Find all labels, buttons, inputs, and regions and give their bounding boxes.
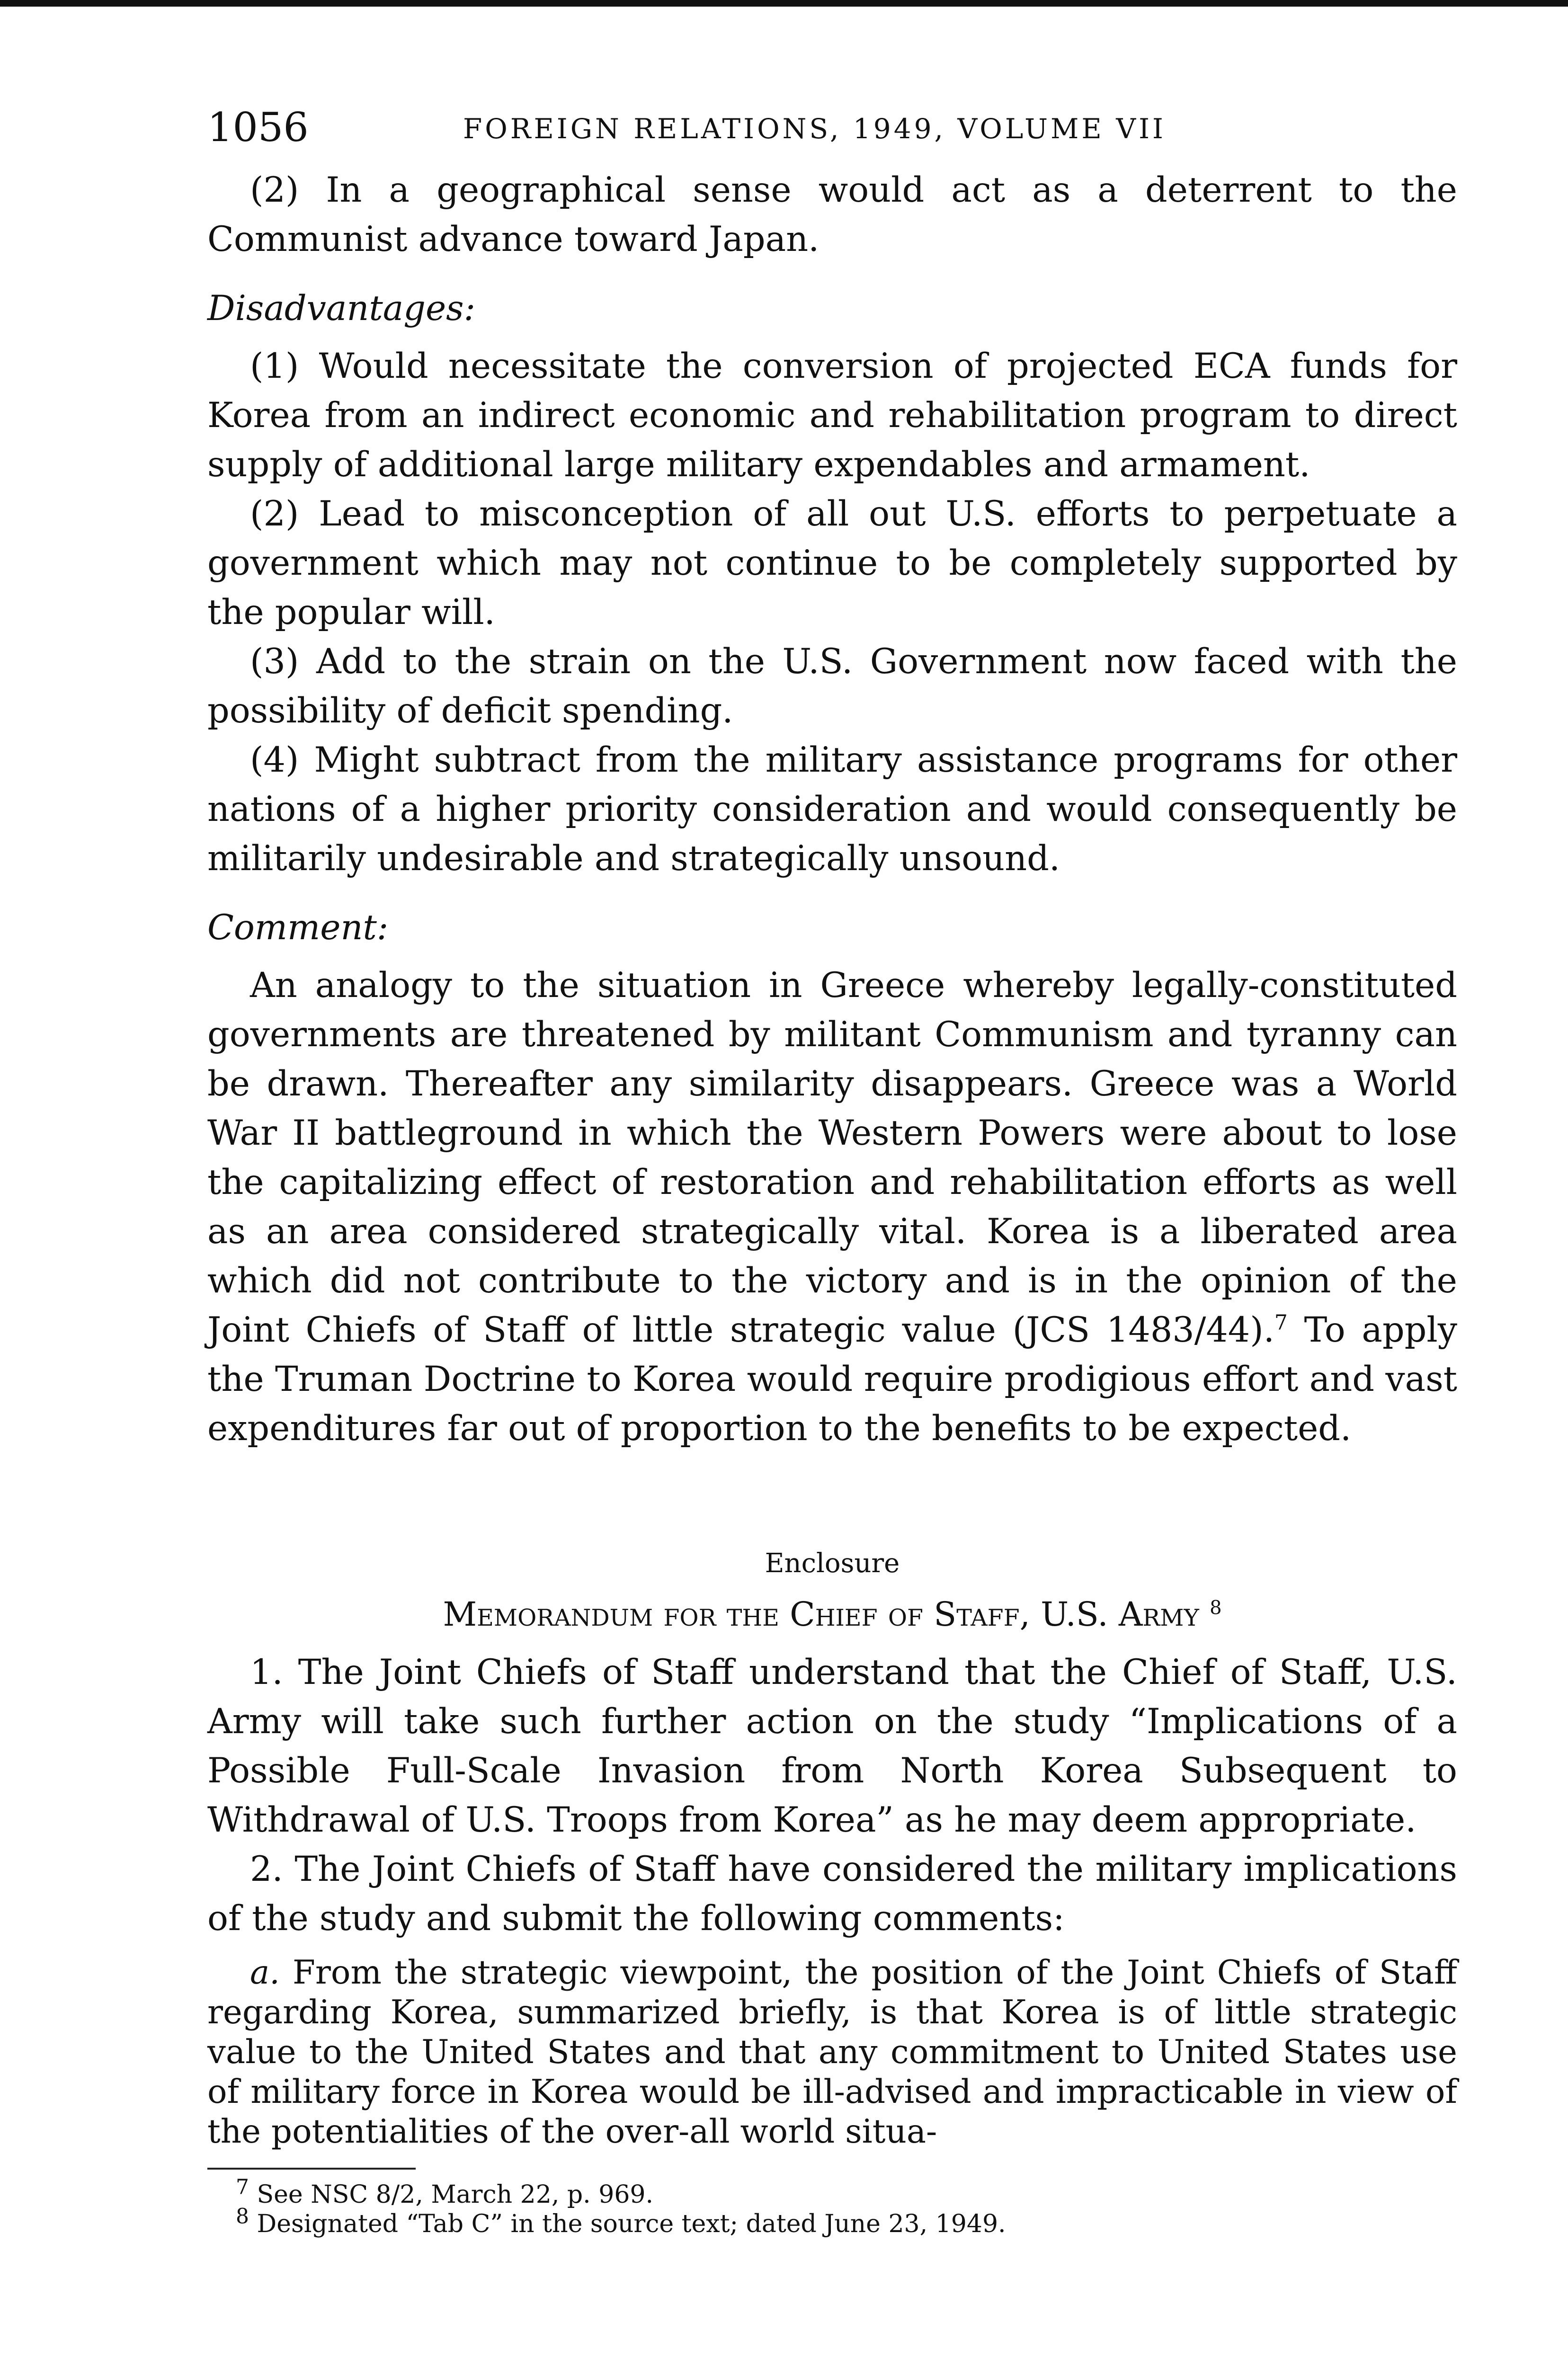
page-number: 1056 xyxy=(207,104,309,151)
advantage-item-2: (2) In a geographical sense would act as a deterrent to the Communist advance toward Japan. xyxy=(207,170,1457,259)
comment-text-1: An analogy to the situation in Greece whereby legally-constituted governments are threatened by militant Communism and tyranny can be drawn. Thereafter any similarity disappears. Greece was a World War II battleground in which the Western Powers were about to lose the capitalizing effect of restoration and rehabilitation efforts as well as an area considered strategically vital. Korea is a liberated area which did not contribute to the victory and is in the opinion of the Joint Chiefs of Staff of little strategic value (JCS 1483/44). xyxy=(207,965,1457,1350)
footnote-8 xyxy=(236,2204,1457,2239)
footnote-7-mark: 7 xyxy=(236,2175,249,2199)
disadvantage-item-4: (4) Might subtract from the military assistance programs for other nations of a higher priority consideration and would consequently be militarily undesirable and strategically unsound. xyxy=(207,740,1457,879)
memo-title xyxy=(207,1595,1457,1634)
memo-subparagraph-a xyxy=(207,1953,1457,2152)
disadvantage-item-3: (3) Add to the strain on the U.S. Government now faced with the possibility of deficit spending. xyxy=(207,641,1457,731)
document-page xyxy=(207,95,1457,2239)
memo-title-text: Memorandum for the Chief of Staff, U.S. Army xyxy=(443,1595,1199,1634)
footnote-7 xyxy=(236,2175,1457,2209)
footnote-divider xyxy=(207,2168,416,2170)
footnote-8-mark: 8 xyxy=(236,2204,249,2229)
running-head: FOREIGN RELATIONS, 1949, VOLUME VII xyxy=(463,113,1166,145)
disadvantage-item-2: (2) Lead to misconception of all out U.S. efforts to perpetuate a government which may not continue to be completely supported by the popular will. xyxy=(207,494,1457,632)
disadvantages-heading: Disadvantages: xyxy=(207,288,476,329)
subparagraph-a-label: a. xyxy=(250,1954,280,1992)
comment-heading: Comment: xyxy=(207,908,389,948)
comment-paragraph xyxy=(207,961,1457,1453)
footnote-8-text: Designated “Tab C” in the source text; dated June 23, 1949. xyxy=(249,2210,1006,2238)
enclosure-label: Enclosure xyxy=(765,1548,900,1579)
footnote-ref-7: 7 xyxy=(1274,1310,1288,1335)
footnote-7-text: See NSC 8/2, March 22, p. 969. xyxy=(249,2180,654,2209)
memo-paragraph-2: 2. The Joint Chiefs of Staff have considered the military implications of the study and submit the following comments: xyxy=(207,1849,1457,1939)
memo-paragraph-1: 1. The Joint Chiefs of Staff understand that the Chief of Staff, U.S. Army will take such further action on the study “Implications of a Possible Full-Scale Invasion from North Korea Subsequent to Withdrawal of U.S. Troops from Korea” as he may deem appropriate. xyxy=(207,1652,1457,1840)
footnote-ref-8: 8 xyxy=(1210,1597,1222,1619)
top-border xyxy=(0,0,1568,7)
disadvantage-item-1: (1) Would necessitate the conversion of projected ECA funds for Korea from an indirect economic and rehabilitation program to direct supply of additional large military expendables and armament. xyxy=(207,346,1457,485)
subparagraph-a-text: From the strategic viewpoint, the position of the Joint Chiefs of Staff regarding Korea, summarized briefly, is that Korea is of little strategic value to the United States and that any commitment to United States use of military force in Korea would be ill-advised and impracticable in view of the potentialities of the over-all world situa- xyxy=(207,1954,1457,2151)
comment-text-2: To apply the Truman Doctrine to Korea would require prodigious effort and vast expenditures far out of proportion to the benefits to be expected. xyxy=(207,1310,1457,1449)
page-header xyxy=(207,95,1457,166)
